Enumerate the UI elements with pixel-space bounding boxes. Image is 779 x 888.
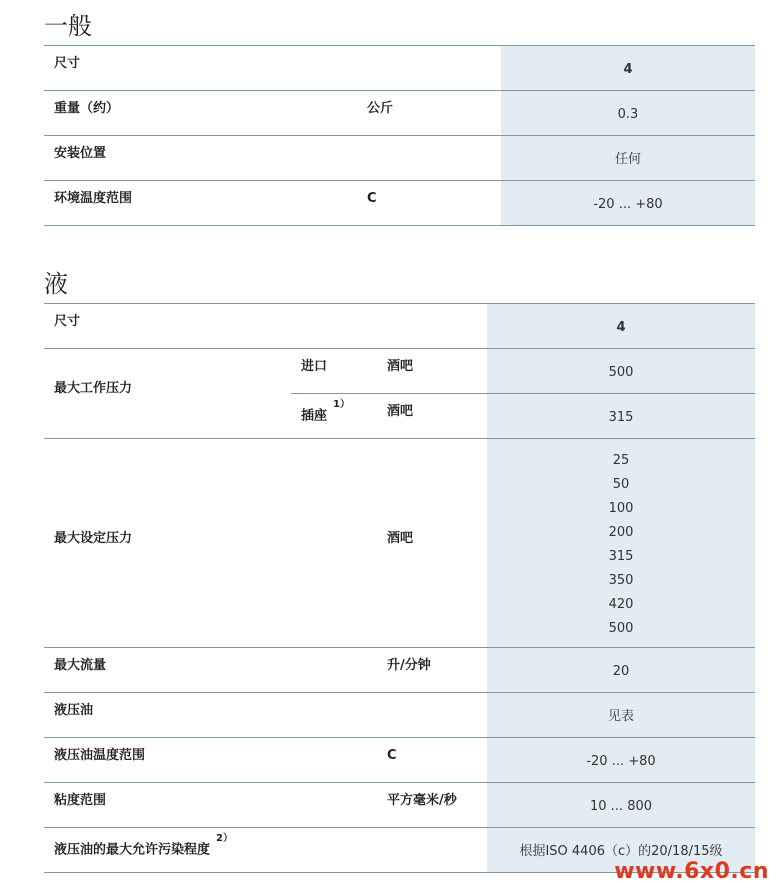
divider <box>44 135 755 136</box>
divider <box>44 647 755 648</box>
oil-value: 见表 <box>607 709 634 724</box>
section-title-fluid: 液 <box>44 270 68 298</box>
oil-temp-value: -20 ... +80 <box>586 754 656 769</box>
divider <box>44 45 755 46</box>
divider <box>44 782 755 783</box>
oil-temp-label: 液压油温度范围 <box>54 748 146 763</box>
ambient-label: 环境温度范围 <box>54 191 133 206</box>
max-pressure-label: 最大工作压力 <box>54 381 133 396</box>
ambient-value: -20 ... +80 <box>593 197 663 212</box>
oil-label: 液压油 <box>54 703 94 718</box>
mount-label: 安装位置 <box>54 146 107 161</box>
ambient-unit: C <box>367 191 377 206</box>
general-size-label: 尺寸 <box>54 56 81 71</box>
fluid-size-label: 尺寸 <box>54 314 81 329</box>
divider <box>44 348 755 349</box>
flow-value: 20 <box>612 664 630 679</box>
set-pressure-value: 50 <box>612 477 630 492</box>
divider <box>44 827 755 828</box>
divider <box>44 438 755 439</box>
contamination-value: 根据ISO 4406（c）的20/18/15级 <box>519 844 723 859</box>
inlet-unit: 酒吧 <box>387 359 414 374</box>
section-title-general: 一般 <box>44 12 92 40</box>
contamination-label-row <box>54 833 233 858</box>
set-pressure-label: 最大设定压力 <box>54 531 133 546</box>
divider <box>44 225 755 226</box>
plug-label-row <box>301 399 350 424</box>
footnote-2: 2） <box>216 833 233 844</box>
general-size-value: 4 <box>623 62 633 77</box>
flow-label: 最大流量 <box>54 658 107 673</box>
set-pressure-value: 25 <box>612 453 630 468</box>
inlet-value: 500 <box>608 365 634 380</box>
viscosity-unit: 平方毫米/秒 <box>387 793 457 808</box>
plug-label: 插座 <box>301 408 328 424</box>
divider <box>44 90 755 91</box>
watermark: www.6x0.cn <box>614 859 769 884</box>
set-pressure-value: 315 <box>608 549 634 564</box>
divider <box>44 737 755 738</box>
set-pressure-value: 100 <box>608 501 634 516</box>
weight-label: 重量（约） <box>54 101 120 116</box>
flow-unit: 升/分钟 <box>387 658 431 673</box>
viscosity-label: 粘度范围 <box>54 793 107 808</box>
weight-unit: 公斤 <box>367 101 394 116</box>
set-pressure-unit: 酒吧 <box>387 531 414 546</box>
divider <box>44 303 755 304</box>
set-pressure-value: 200 <box>608 525 634 540</box>
inlet-label: 进口 <box>301 359 328 374</box>
set-pressure-value: 500 <box>608 621 634 636</box>
set-pressure-value: 420 <box>608 597 634 612</box>
weight-value: 0.3 <box>617 107 639 122</box>
mount-value: 任何 <box>614 152 641 167</box>
plug-value: 315 <box>608 410 634 425</box>
divider <box>44 180 755 181</box>
divider <box>291 393 755 394</box>
divider <box>44 692 755 693</box>
oil-temp-unit: C <box>387 748 397 763</box>
footnote-1: 1） <box>333 399 350 410</box>
contamination-label: 液压油的最大允许污染程度 <box>54 842 211 858</box>
plug-unit: 酒吧 <box>387 404 414 419</box>
set-pressure-value: 350 <box>608 573 634 588</box>
viscosity-value: 10 ... 800 <box>589 799 653 814</box>
fluid-size-value: 4 <box>616 320 626 335</box>
